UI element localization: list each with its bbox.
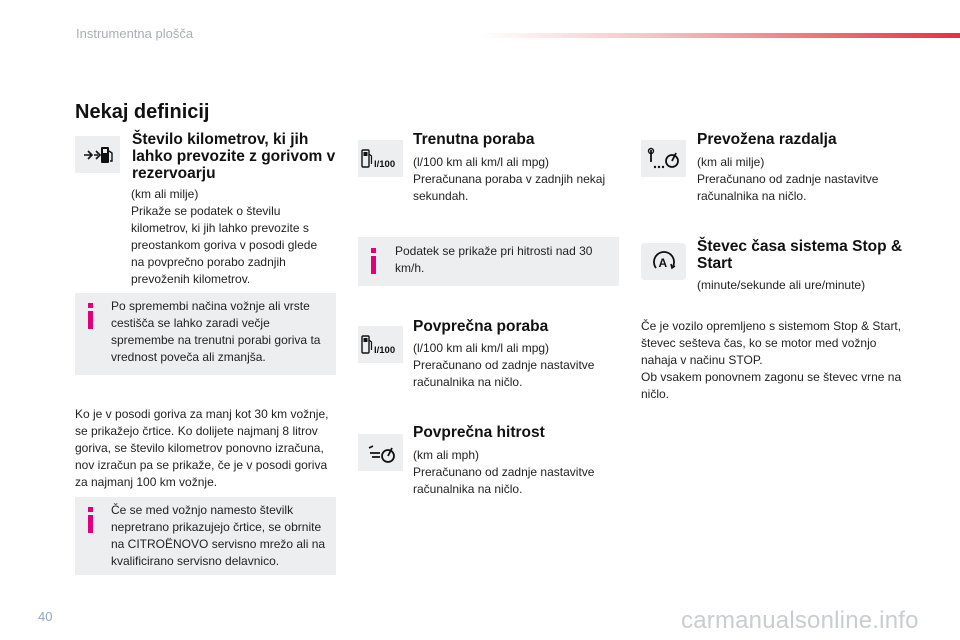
- section-title: Nekaj definicij: [75, 101, 210, 123]
- info-note-text: Če se med vožnjo namesto številk nepretrano prikazujejo črtice, se obrnite na CITROËNOVO servisno mrežo ali na kvalificirano servisno delavnico.: [111, 503, 326, 568]
- header-title: Instrumentna plošča: [76, 26, 194, 41]
- header-divider: [480, 33, 960, 38]
- consumption-icon-label: l/100: [373, 344, 395, 356]
- stop-start-title: Števec časa sistema Stop & Start: [697, 238, 903, 272]
- info-icon: [88, 507, 93, 533]
- average-consumption-body: (l/100 km ali km/l ali mpg) Preračunano od zadnje nastavitve računalnika na ničlo.: [413, 341, 595, 389]
- fuel-range-icon: [75, 136, 120, 173]
- average-speed-body: (km ali mph) Preračunano od zadnje nastavitve računalnika na ničlo.: [413, 448, 595, 496]
- stop-start-paragraph: Če je vozilo opremljeno s sistemom Stop & Start, števec sešteva čas, ko se motor med vožnjo nahaja v načinu STOP. Ob vsakem ponovnem zagonu se števec vrne na ničlo.: [641, 319, 902, 401]
- current-consumption-title: Trenutna poraba: [413, 131, 535, 148]
- current-consumption-icon: [358, 140, 403, 177]
- average-consumption-icon: [358, 326, 403, 363]
- range-title: Število kilometrov, ki jih lahko prevozite z gorivom v rezervoarju: [132, 131, 336, 182]
- stop-start-body: (minute/sekunde ali ure/minute): [697, 278, 866, 292]
- consumption-icon-label: l/100: [373, 158, 395, 170]
- average-consumption-title: Povprečna poraba: [413, 318, 549, 335]
- current-consumption-body: (l/100 km ali km/l ali mpg) Preračunana poraba v zadnjih nekaj sekundah.: [413, 155, 606, 203]
- trip-distance-icon: [641, 140, 686, 177]
- average-speed-title: Povprečna hitrost: [413, 424, 545, 441]
- page-number: 40: [38, 609, 53, 624]
- range-body: (km ali milje) Prikaže se podatek o številu kilometrov, ki jih lahko prevozite s preostankom goriva v posodi glede na povprečno porabo zadnjih prevoženih kilometrov.: [131, 187, 318, 286]
- trip-distance-body: (km ali milje) Preračunano od zadnje nastavitve računalnika na ničlo.: [697, 155, 879, 203]
- info-note: [75, 497, 336, 575]
- info-note-text: Po spremembi načina vožnje ali vrste cestišča se lahko zaradi večje spremembe na trenutni porabi goriva ta vrednost poveča ali zmanjša.: [111, 299, 321, 364]
- info-icon: [371, 248, 376, 274]
- info-note: [358, 237, 619, 286]
- svg-text:A: A: [658, 255, 667, 270]
- stop-start-icon: [641, 243, 686, 280]
- info-note-text: Podatek se prikaže pri hitrosti nad 30 km/h.: [395, 244, 593, 275]
- info-icon: [88, 303, 93, 329]
- trip-distance-title: Prevožena razdalja: [697, 131, 837, 148]
- watermark: carmanualsonline.info: [681, 607, 919, 634]
- info-note: [75, 293, 336, 375]
- average-speed-icon: [358, 434, 403, 471]
- range-paragraph: Ko je v posodi goriva za manj kot 30 km vožnje, se prikažejo črtice. Ko dolijete najmanj 8 litrov goriva, se število kilometrov ponovno izračuna, nov izračun pa se prikaže, če je v posodi goriva za najmanj 100 km vožnje.: [75, 407, 329, 489]
